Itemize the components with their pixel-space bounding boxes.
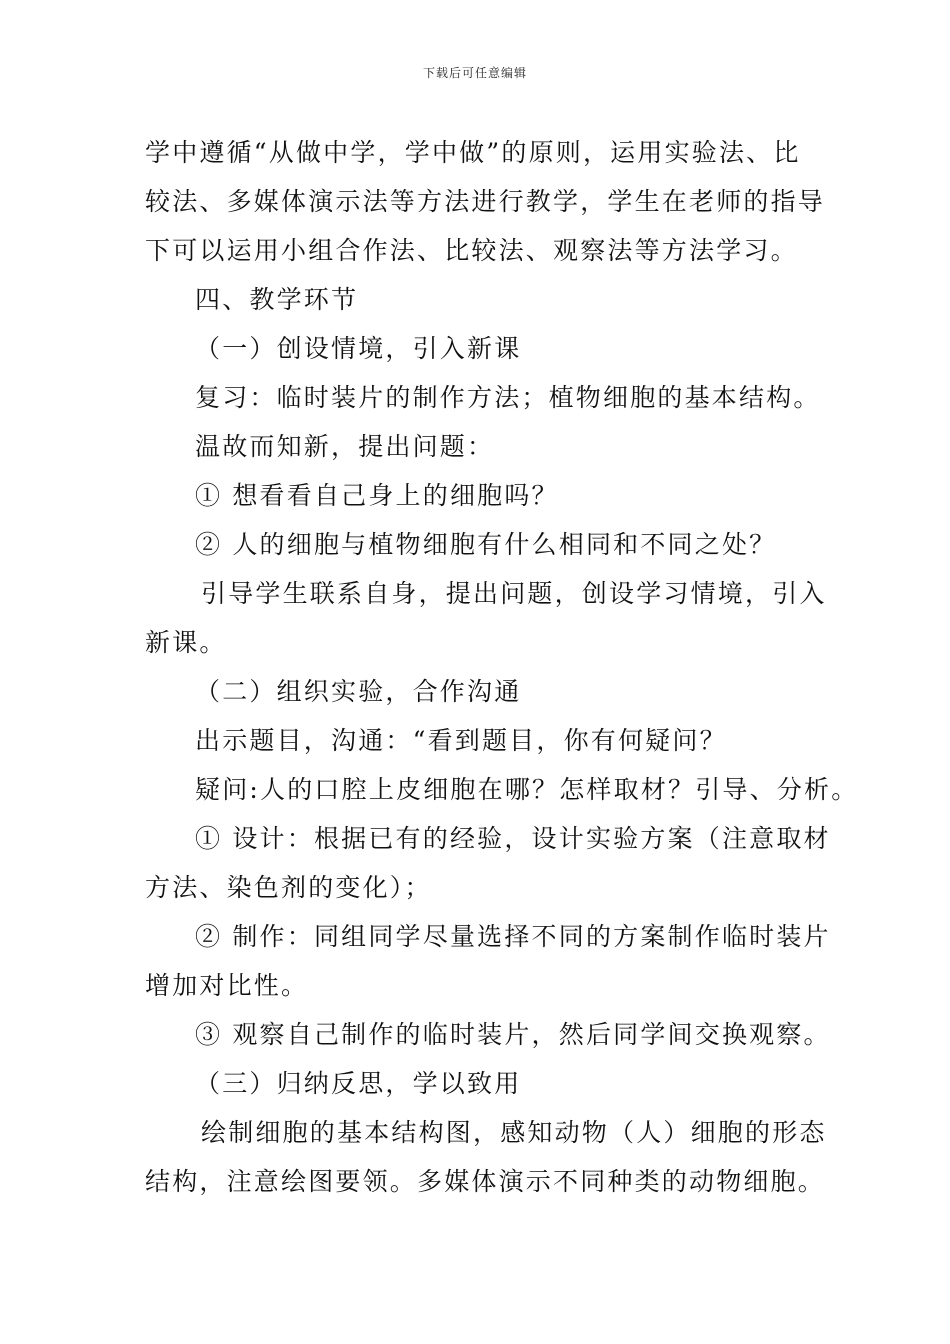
subsection-heading: （一）创设情境，引入新课	[195, 334, 522, 363]
text-line: 引导学生联系自身，提出问题，创设学习情境，引入	[201, 579, 827, 608]
text-line: 较法、多媒体演示法等方法进行教学，学生在老师的指导	[145, 187, 826, 216]
text-line: 学中遵循“从做中学，学中做”的原则，运用实验法、比	[145, 138, 801, 167]
text-line: 温故而知新，提出问题：	[195, 432, 495, 461]
text-line: 新课。	[145, 628, 227, 657]
list-item: ② 人的细胞与植物细胞有什么相同和不同之处？	[195, 530, 777, 559]
section-heading: 四、教学环节	[195, 285, 359, 314]
page-header: 下载后可任意编辑	[422, 66, 527, 80]
text-line: 结构，注意绘图要领。多媒体演示不同种类的动物细胞。	[145, 1167, 826, 1196]
text-line: 下可以运用小组合作法、比较法、观察法等方法学习。	[145, 236, 798, 265]
subsection-heading: （三）归纳反思，学以致用	[195, 1069, 522, 1098]
text-line: 出示题目，沟通：“看到题目，你有何疑问？	[195, 726, 727, 755]
text-line: 绘制细胞的基本结构图，感知动物（人）细胞的形态	[201, 1118, 827, 1147]
list-item: ① 设计：根据已有的经验，设计实验方案（注意取材	[195, 824, 831, 853]
list-item: ② 制作：同组同学尽量选择不同的方案制作临时装片	[195, 922, 831, 951]
text-line: 复习：临时装片的制作方法；植物细胞的基本结构。	[195, 383, 821, 412]
text-line: 疑问:人的口腔上皮细胞在哪？怎样取材？引导、分析。	[195, 775, 859, 804]
text-line: 增加对比性。	[145, 971, 309, 1000]
document-body	[145, 128, 859, 1206]
list-item: ③ 观察自己制作的临时装片，然后同学间交换观察。	[195, 1020, 831, 1049]
list-item: ① 想看看自己身上的细胞吗？	[195, 481, 559, 510]
subsection-heading: （二）组织实验，合作沟通	[195, 677, 522, 706]
text-line: 方法、染色剂的变化）；	[145, 873, 432, 902]
